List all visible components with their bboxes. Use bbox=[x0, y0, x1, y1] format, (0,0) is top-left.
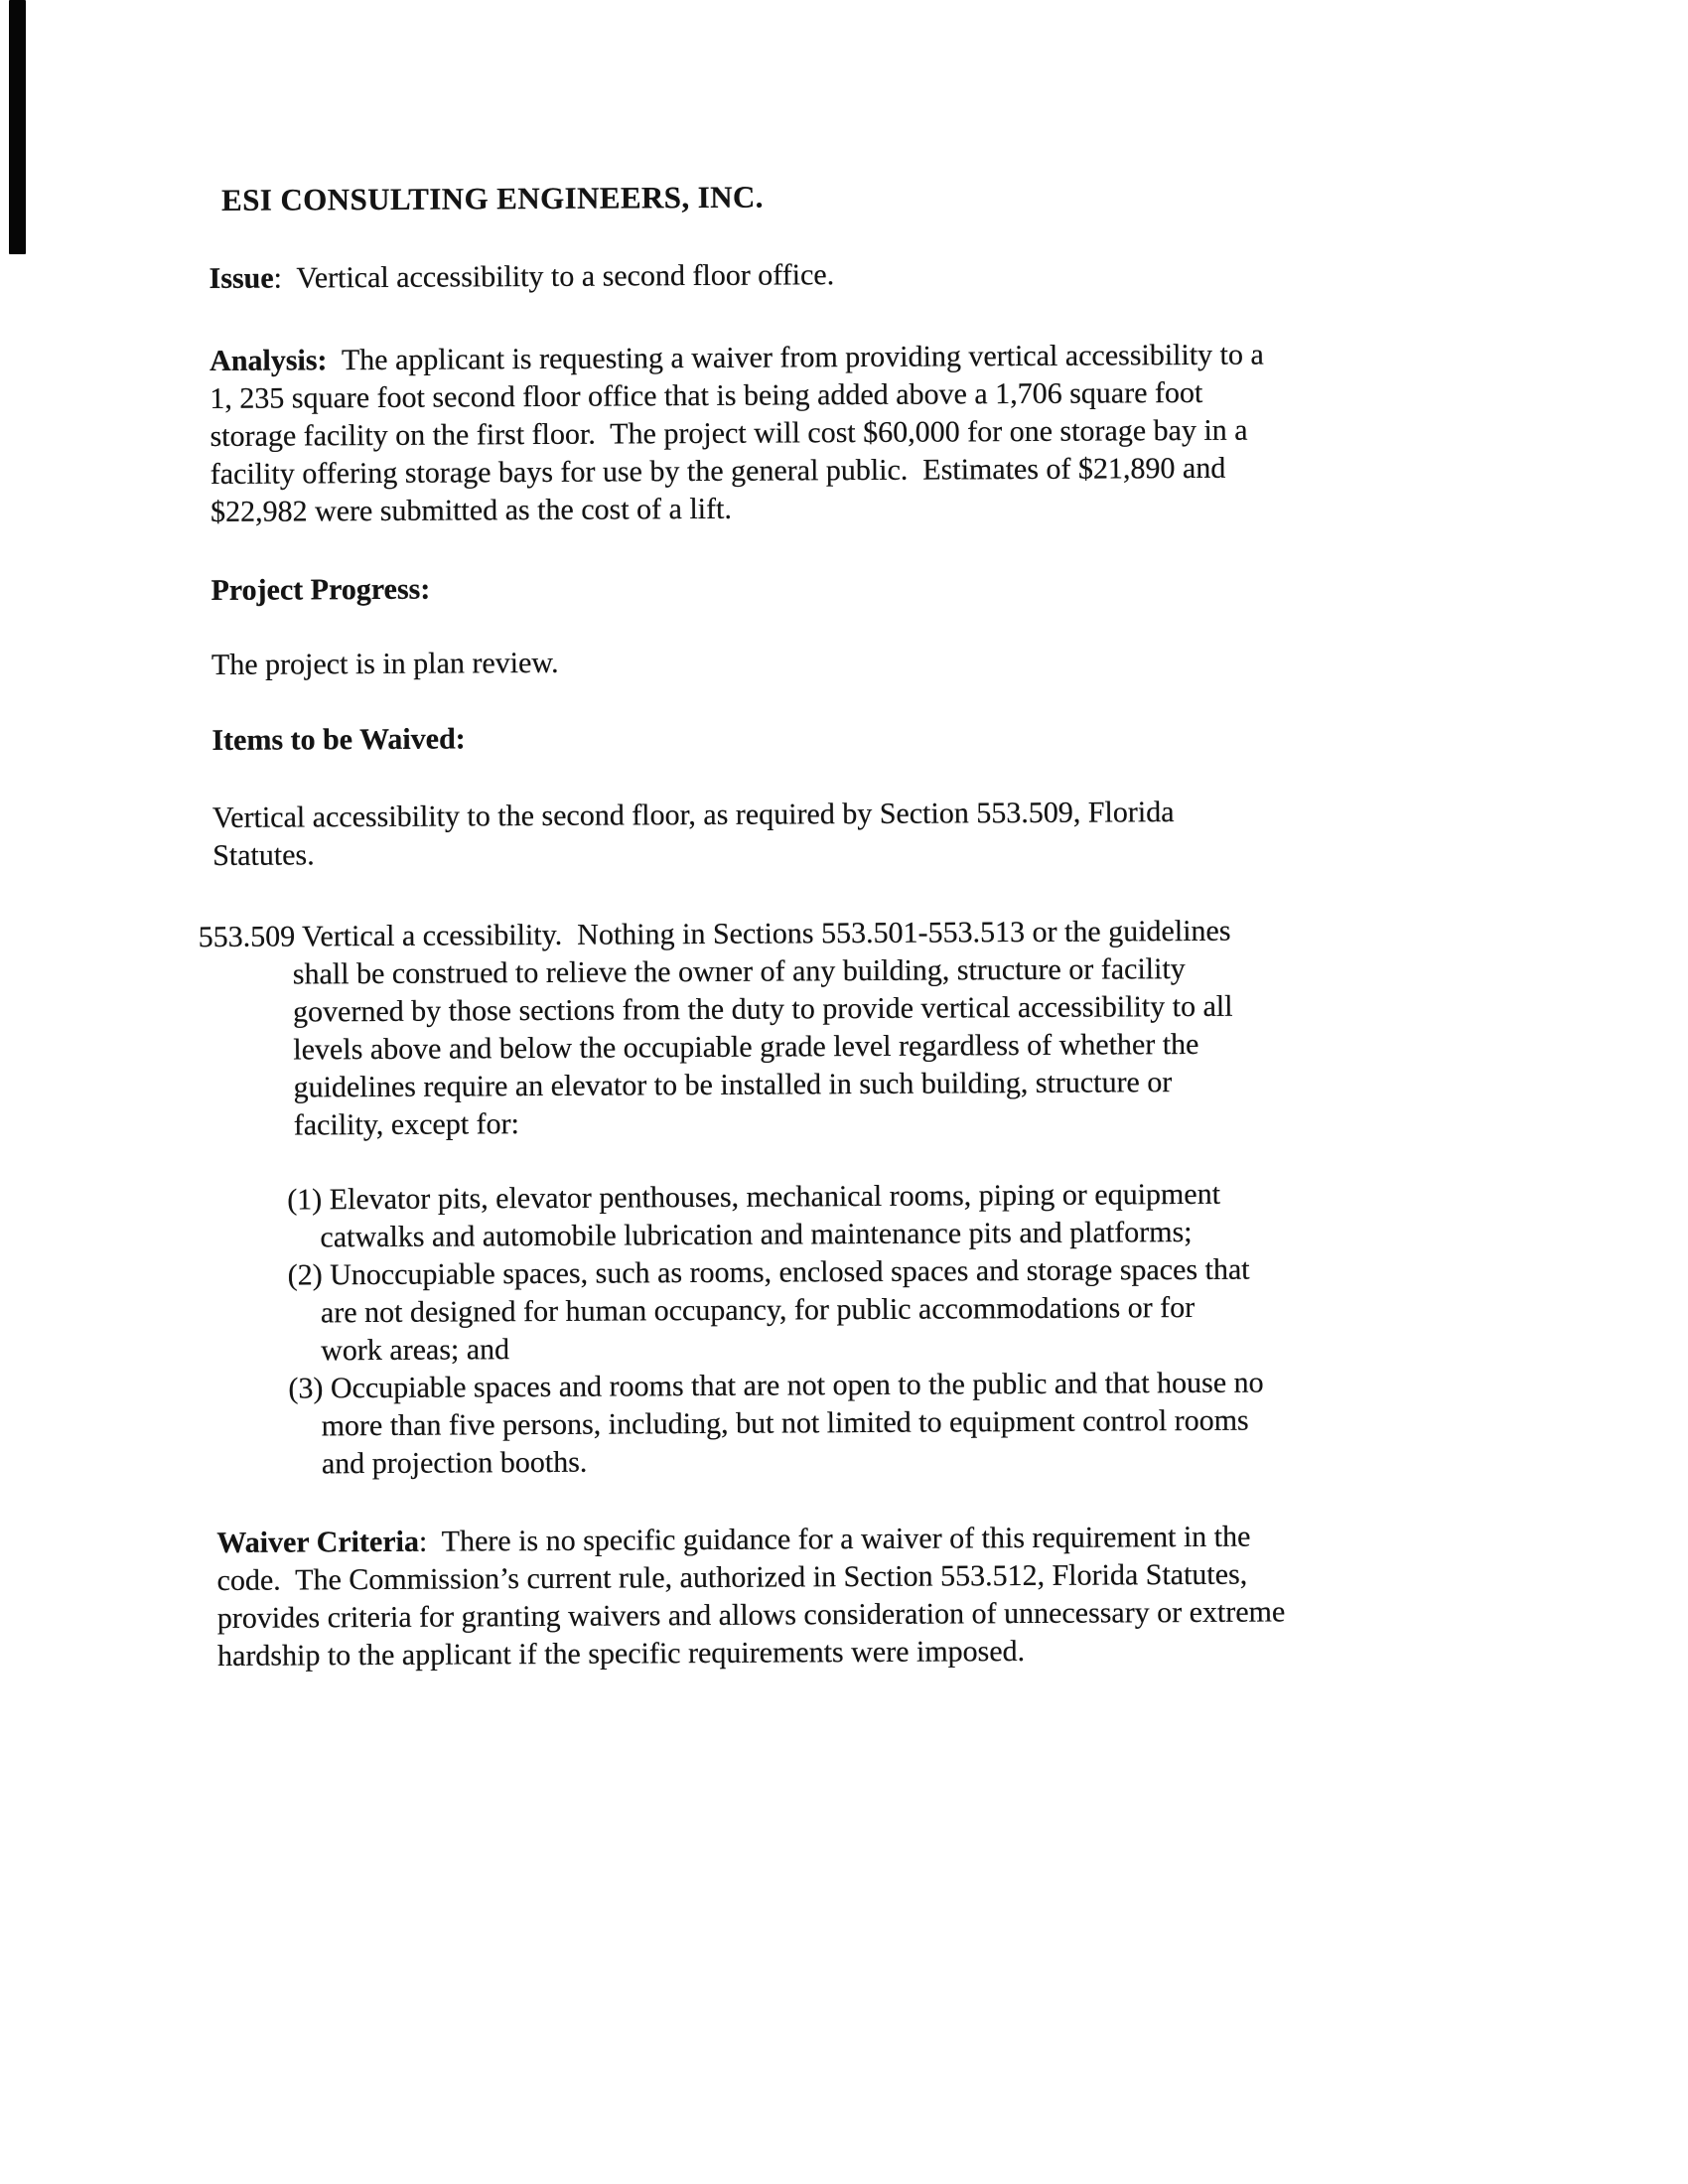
issue-label: Issue bbox=[209, 261, 274, 295]
issue-line bbox=[209, 252, 1539, 298]
scan-artifact-bar bbox=[9, 0, 26, 254]
analysis-first-line-text: The applicant is requesting a waiver from providing vertical accessibility to a bbox=[327, 338, 1264, 377]
issue-text: : Vertical accessibility to a second floor office. bbox=[273, 258, 835, 295]
analysis-paragraph bbox=[210, 335, 1541, 531]
section-heading-items-to-be-waived: Items to be Waived: bbox=[211, 722, 466, 757]
items-to-be-waived-body: Vertical accessibility to the second floor, as required by Section 553.509, Florida Statutes. bbox=[211, 796, 1175, 872]
waiver-criteria-continuation: code. The Commission’s current rule, authorized in Section 553.512, Florida Statutes, provides criteria for granting waivers and allows consideration of unnecessary or extreme hardship to the applicant if the specific requirements were imposed. bbox=[216, 1557, 1286, 1673]
document-content bbox=[198, 174, 1548, 1675]
exception-item-1: (1) Elevator pits, elevator penthouses, mechanical rooms, piping or equipment catwalks and automobile lubrication and maintenance pits and platforms; bbox=[287, 1177, 1221, 1254]
section-heading-project-progress: Project Progress: bbox=[211, 572, 431, 607]
waiver-criteria-first-line-text: : There is no specific guidance for a waiver of this requirement in the bbox=[418, 1520, 1251, 1558]
statute-553-509-paragraph: 553.509 Vertical a ccessibility. Nothing in Sections 553.501-553.513 or the guidelines shall be construed to relieve the owner of any building, structure or facility governed by those sections from the duty to provide vertical accessibility to all levels above and below the occupiable grade level regardless of whether the guidelines require an elevator to be installed in such building, structure or facility, except for: bbox=[198, 914, 1233, 1142]
analysis-label: Analysis: bbox=[210, 344, 328, 377]
exception-item-2: (2) Unoccupiable spaces, such as rooms, enclosed spaces and storage spaces that are not designed for human occupancy, for public accommodations or for work areas; and bbox=[287, 1252, 1250, 1368]
waiver-criteria-paragraph bbox=[216, 1517, 1548, 1675]
analysis-continuation: 1, 235 square foot second floor office that is being added above a 1,706 square foot storage facility on the first floor. The project will cost $60,000 for one storage bay in a facility offering storage bays for use by the general public. Estimates of $21,890 and $22,982 were submitted as the cost of a lift. bbox=[210, 375, 1248, 528]
exception-item-3: (3) Occupiable spaces and rooms that are not open to the public and that house no more than five persons, including, but not limited to equipment control rooms and projection booths. bbox=[288, 1366, 1264, 1481]
statute-exception-list bbox=[287, 1174, 1547, 1484]
waiver-criteria-label: Waiver Criteria bbox=[216, 1525, 420, 1559]
project-progress-body: The project is in plan review. bbox=[211, 646, 559, 681]
company-title: ESI CONSULTING ENGINEERS, INC. bbox=[221, 179, 764, 218]
